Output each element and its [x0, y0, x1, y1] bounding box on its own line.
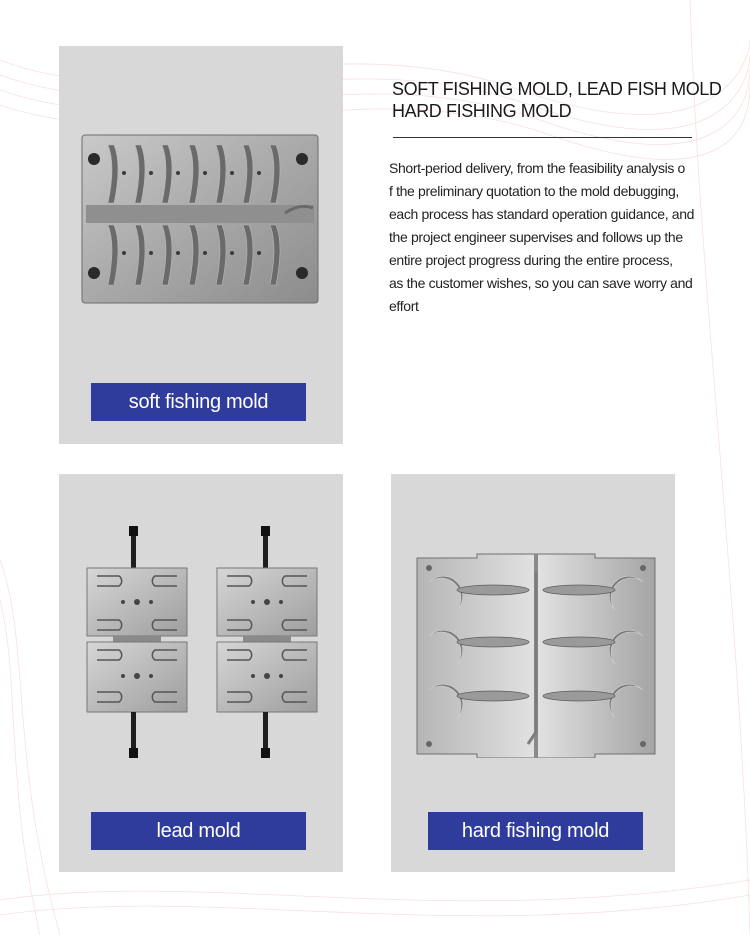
description-line: the project engineer supervises and follows up the	[389, 229, 683, 245]
page-title-line-2: HARD FISHING MOLD	[392, 101, 572, 121]
description-line: entire project progress during the entire process,	[389, 252, 673, 268]
description-line: Short-period delivery, from the feasibility analysis o	[389, 160, 685, 176]
hard-fishing-mold-caption: hard fishing mold	[428, 812, 643, 850]
soft-fishing-mold-caption: soft fishing mold	[91, 383, 306, 421]
soft-fishing-mold-image	[80, 133, 320, 305]
page-title-line-1: SOFT FISHING MOLD, LEAD FISH MOLD	[392, 79, 722, 99]
description-text	[389, 157, 714, 318]
description-line: each process has standard operation guidance, and	[389, 206, 695, 222]
title-divider	[393, 137, 692, 138]
page-title	[392, 78, 722, 122]
hard-fishing-mold-image	[415, 552, 657, 758]
lead-mold-caption: lead mold	[91, 812, 306, 850]
lead-mold-image	[83, 526, 325, 758]
description-line: f the preliminary quotation to the mold debugging,	[389, 183, 679, 199]
description-line: as the customer wishes, so you can save worry and	[389, 275, 693, 291]
description-line: effort	[389, 298, 419, 314]
